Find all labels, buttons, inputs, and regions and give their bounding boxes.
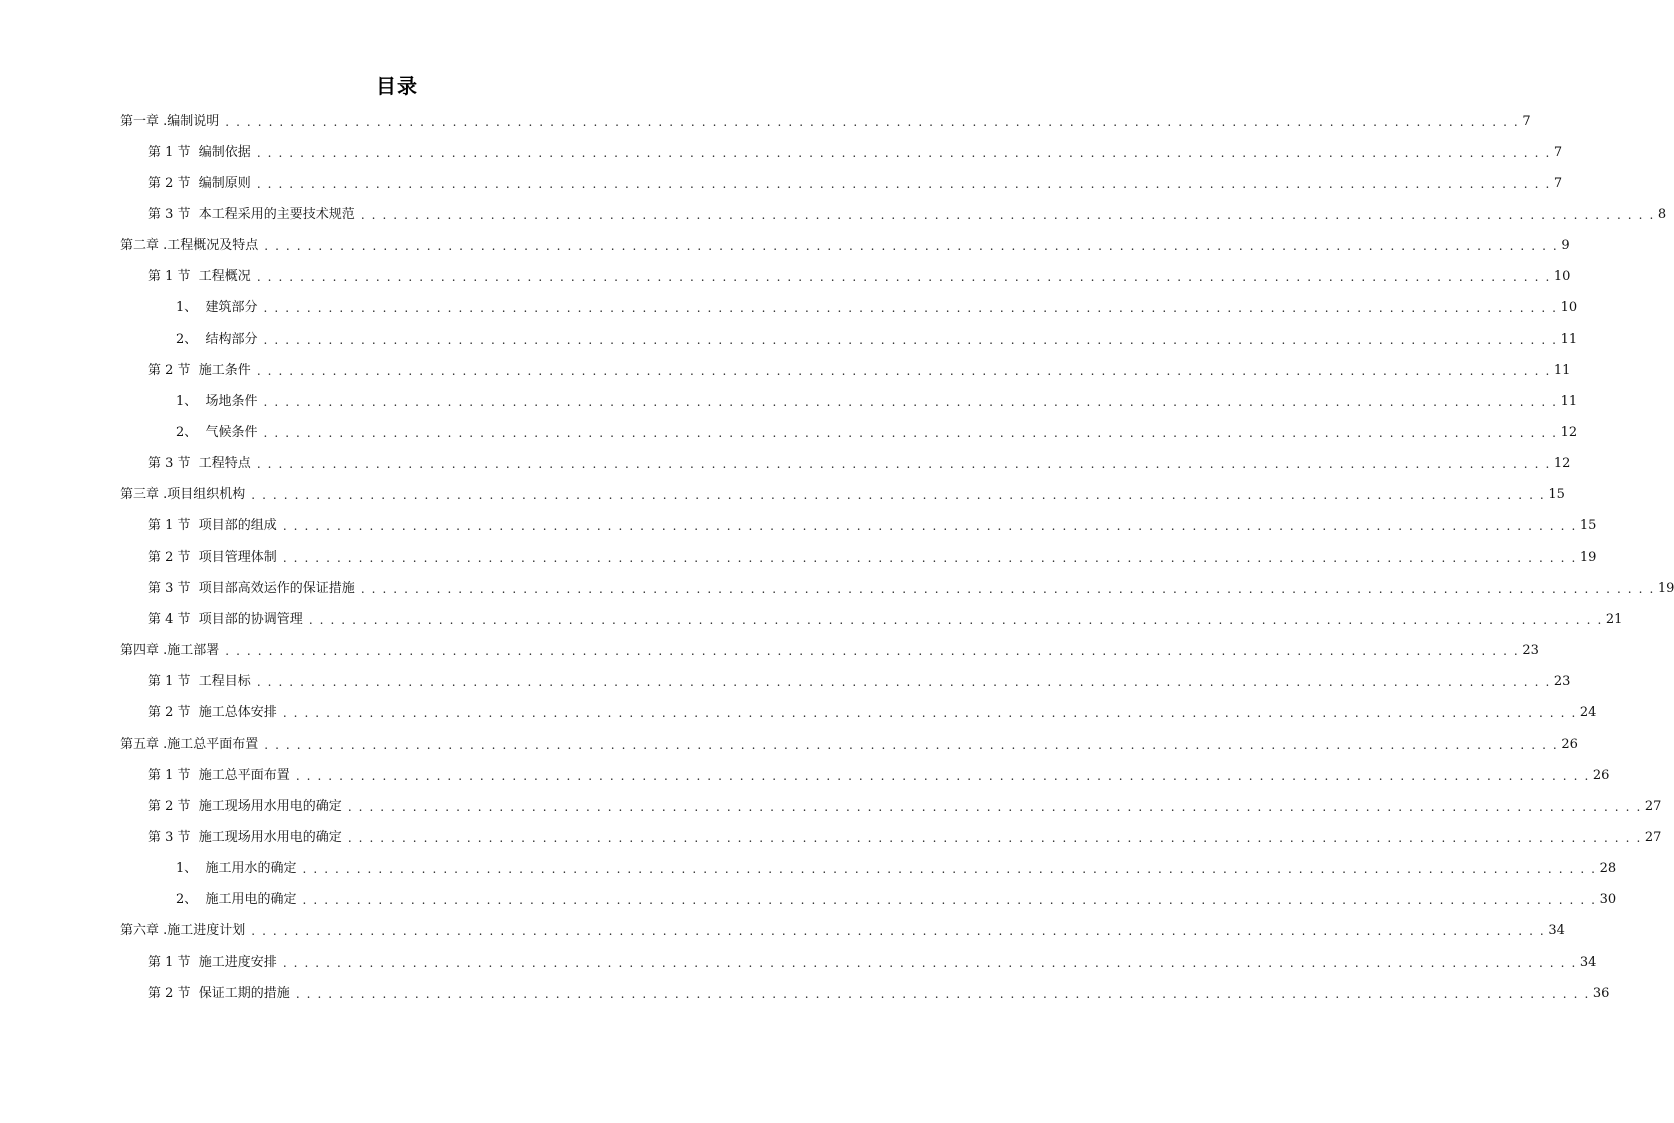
toc-entry-page: 27 (1644, 829, 1662, 845)
toc-entry-page: 36 (1592, 985, 1610, 1001)
toc-entry-label: 第 3 节 本工程采用的主要技术规范 (148, 206, 355, 222)
toc-entry-label: 第 2 节 施工现场用水用电的确定 (148, 798, 342, 814)
toc-entry-label: 第 3 节 施工现场用水用电的确定 (148, 829, 342, 845)
toc-entry-page: 15 (1579, 518, 1597, 534)
toc-dot-leader: . . . . . . . . . . . . . . . . . . . . . . . . . . . . . . . . . . . . . . . . . . . . . . . . . . . . . . . . . . . . . . . . . . . . . . . . . . . . . . . . . . . . . . . . . . . . . . . . . . . . . . . . . . . . . . . . . . . . . . . . (282, 519, 1577, 534)
toc-entry-label: 第 1 节 项目部的组成 (148, 518, 277, 534)
toc-entry-page: 12 (1553, 456, 1571, 472)
toc-entry-label: 第二章 .工程概况及特点 (120, 238, 259, 254)
toc-entry[interactable] (148, 667, 1571, 698)
toc-entry[interactable] (148, 604, 1623, 635)
toc-entry-page: 10 (1553, 269, 1571, 285)
toc-entry-page: 21 (1605, 611, 1623, 627)
toc-dot-leader: . . . . . . . . . . . . . . . . . . . . . . . . . . . . . . . . . . . . . . . . . . . . . . . . . . . . . . . . . . . . . . . . . . . . . . . . . . . . . . . . . . . . . . . . . . . . . . . . . . . . . . . . . . . . . . . . . . . . . . . . (256, 145, 1551, 160)
toc-dot-leader: . . . . . . . . . . . . . . . . . . . . . . . . . . . . . . . . . . . . . . . . . . . . . . . . . . . . . . . . . . . . . . . . . . . . . . . . . . . . . . . . . . . . . . . . . . . . . . . . . . . . . . . . . . . . . . . . . . . . . . . . (251, 488, 1546, 503)
toc-entry[interactable] (148, 760, 1610, 791)
toc-dot-leader: . . . . . . . . . . . . . . . . . . . . . . . . . . . . . . . . . . . . . . . . . . . . . . . . . . . . . . . . . . . . . . . . . . . . . . . . . . . . . . . . . . . . . . . . . . . . . . . . . . . . . . . . . . . . . . . . . . . . . . . . (282, 955, 1577, 970)
toc-dot-leader: . . . . . . . . . . . . . . . . . . . . . . . . . . . . . . . . . . . . . . . . . . . . . . . . . . . . . . . . . . . . . . . . . . . . . . . . . . . . . . . . . . . . . . . . . . . . . . . . . . . . . . . . . . . . . . . . . . . . . . . . (308, 612, 1603, 627)
toc-entry-label: 第 2 节 编制原则 (148, 175, 251, 191)
toc-entry[interactable] (148, 449, 1571, 480)
toc-entry[interactable] (148, 168, 1563, 199)
toc-entry[interactable] (148, 199, 1667, 230)
toc-entry[interactable] (120, 636, 1539, 667)
toc-dot-leader: . . . . . . . . . . . . . . . . . . . . . . . . . . . . . . . . . . . . . . . . . . . . . . . . . . . . . . . . . . . . . . . . . . . . . . . . . . . . . . . . . . . . . . . . . . . . . . . . . . . . . . . . . . . . . . . . . . . . . . . . (264, 239, 1559, 254)
toc-entry-page: 34 (1579, 954, 1597, 970)
toc-entry-label: 第 1 节 施工总平面布置 (148, 767, 290, 783)
toc-entry[interactable] (148, 573, 1674, 604)
toc-entry-page: 23 (1522, 643, 1539, 659)
toc-entry[interactable] (148, 511, 1597, 542)
toc-entry-page: 19 (1657, 580, 1674, 596)
toc-entry-page: 9 (1561, 238, 1570, 254)
toc-entry-label: 第四章 .施工部署 (120, 643, 220, 659)
toc-entry-label: 2、 施工用电的确定 (176, 892, 297, 908)
toc-entry-page: 11 (1560, 393, 1578, 409)
toc-entry[interactable] (176, 854, 1617, 885)
toc-entry[interactable] (120, 729, 1578, 760)
toc-dot-leader: . . . . . . . . . . . . . . . . . . . . . . . . . . . . . . . . . . . . . . . . . . . . . . . . . . . . . . . . . . . . . . . . . . . . . . . . . . . . . . . . . . . . . . . . . . . . . . . . . . . . . . . . . . . . . . . . . . . . . . . . (302, 893, 1597, 908)
toc-dot-leader: . . . . . . . . . . . . . . . . . . . . . . . . . . . . . . . . . . . . . . . . . . . . . . . . . . . . . . . . . . . . . . . . . . . . . . . . . . . . . . . . . . . . . . . . . . . . . . . . . . . . . . . . . . . . . . . . . . . . . . . . (256, 675, 1551, 690)
toc-entry[interactable] (176, 885, 1617, 916)
toc-entry-page: 7 (1553, 144, 1563, 160)
toc-entry-page: 27 (1644, 798, 1662, 814)
toc-dot-leader: . . . . . . . . . . . . . . . . . . . . . . . . . . . . . . . . . . . . . . . . . . . . . . . . . . . . . . . . . . . . . . . . . . . . . . . . . . . . . . . . . . . . . . . . . . . . . . . . . . . . . . . . . . . . . . . . . . . . . . . . (251, 924, 1546, 939)
toc-entry[interactable] (176, 293, 1578, 324)
toc-title: 目录 (376, 74, 418, 98)
toc-entry-label: 1、 施工用水的确定 (176, 861, 297, 877)
toc-dot-leader: . . . . . . . . . . . . . . . . . . . . . . . . . . . . . . . . . . . . . . . . . . . . . . . . . . . . . . . . . . . . . . . . . . . . . . . . . . . . . . . . . . . . . . . . . . . . . . . . . . . . . . . . . . . . . . . . . . . . . . . . (347, 799, 1642, 814)
toc-entry-label: 第 1 节 施工进度安排 (148, 954, 277, 970)
toc-entry-page: 19 (1579, 549, 1597, 565)
toc-dot-leader: . . . . . . . . . . . . . . . . . . . . . . . . . . . . . . . . . . . . . . . . . . . . . . . . . . . . . . . . . . . . . . . . . . . . . . . . . . . . . . . . . . . . . . . . . . . . . . . . . . . . . . . . . . . . . . . . . . . . . . . . (360, 581, 1655, 596)
toc-entry-label: 第 3 节 项目部高效运作的保证措施 (148, 580, 355, 596)
toc-entry[interactable] (148, 542, 1597, 573)
toc-dot-leader: . . . . . . . . . . . . . . . . . . . . . . . . . . . . . . . . . . . . . . . . . . . . . . . . . . . . . . . . . . . . . . . . . . . . . . . . . . . . . . . . . . . . . . . . . . . . . . . . . . . . . . . . . . . . . . . . . . . . . . . . (256, 270, 1551, 285)
toc-entry-page: 15 (1548, 487, 1565, 503)
toc-entry-page: 7 (1522, 113, 1531, 129)
toc-entry-label: 第 4 节 项目部的协调管理 (148, 611, 303, 627)
toc-entry-label: 第五章 .施工总平面布置 (120, 736, 259, 752)
toc-entry-page: 7 (1553, 175, 1563, 191)
toc-entry[interactable] (148, 355, 1571, 386)
toc-dot-leader: . . . . . . . . . . . . . . . . . . . . . . . . . . . . . . . . . . . . . . . . . . . . . . . . . . . . . . . . . . . . . . . . . . . . . . . . . . . . . . . . . . . . . . . . . . . . . . . . . . . . . . . . . . . . . . . . . . . . . . . . (263, 301, 1558, 316)
toc-entry-label: 2、 结构部分 (176, 331, 258, 347)
toc-entry-label: 第 2 节 施工总体安排 (148, 705, 277, 721)
toc-entry[interactable] (148, 978, 1610, 1009)
toc-entry-page: 24 (1579, 705, 1597, 721)
toc-entry-page: 30 (1599, 892, 1617, 908)
toc-entry-label: 第 2 节 项目管理体制 (148, 549, 277, 565)
toc-entry-label: 1、 场地条件 (176, 393, 258, 409)
toc-entry-page: 34 (1548, 923, 1565, 939)
toc-entry-label: 第 1 节 编制依据 (148, 144, 251, 160)
toc-entry[interactable] (176, 324, 1578, 355)
toc-entry-page: 11 (1560, 331, 1578, 347)
toc-entry[interactable] (120, 106, 1531, 137)
toc-dot-leader: . . . . . . . . . . . . . . . . . . . . . . . . . . . . . . . . . . . . . . . . . . . . . . . . . . . . . . . . . . . . . . . . . . . . . . . . . . . . . . . . . . . . . . . . . . . . . . . . . . . . . . . . . . . . . . . . . . . . . . . . (282, 550, 1577, 565)
toc-dot-leader: . . . . . . . . . . . . . . . . . . . . . . . . . . . . . . . . . . . . . . . . . . . . . . . . . . . . . . . . . . . . . . . . . . . . . . . . . . . . . . . . . . . . . . . . . . . . . . . . . . . . . . . . . . . . . . . . . . . . . . . . (263, 426, 1558, 440)
toc-dot-leader: . . . . . . . . . . . . . . . . . . . . . . . . . . . . . . . . . . . . . . . . . . . . . . . . . . . . . . . . . . . . . . . . . . . . . . . . . . . . . . . . . . . . . . . . . . . . . . . . . . . . . . . . . . . . . . . . . . . . . . . . (225, 644, 1520, 659)
toc-dot-leader: . . . . . . . . . . . . . . . . . . . . . . . . . . . . . . . . . . . . . . . . . . . . . . . . . . . . . . . . . . . . . . . . . . . . . . . . . . . . . . . . . . . . . . . . . . . . . . . . . . . . . . . . . . . . . . . . . . . . . . . . (256, 457, 1551, 472)
toc-entry[interactable] (148, 947, 1597, 978)
toc-entry-page: 26 (1592, 767, 1610, 783)
toc-entry-label: 第六章 .施工进度计划 (120, 923, 246, 939)
toc-entry-page: 10 (1560, 300, 1578, 316)
toc-dot-leader: . . . . . . . . . . . . . . . . . . . . . . . . . . . . . . . . . . . . . . . . . . . . . . . . . . . . . . . . . . . . . . . . . . . . . . . . . . . . . . . . . . . . . . . . . . . . . . . . . . . . . . . . . . . . . . . . . . . . . . . . (264, 737, 1559, 752)
toc-entry-label: 1、 建筑部分 (176, 300, 258, 316)
toc-entry-label: 第 1 节 工程目标 (148, 674, 251, 690)
toc-dot-leader: . . . . . . . . . . . . . . . . . . . . . . . . . . . . . . . . . . . . . . . . . . . . . . . . . . . . . . . . . . . . . . . . . . . . . . . . . . . . . . . . . . . . . . . . . . . . . . . . . . . . . . . . . . . . . . . . . . . . . . . . (302, 862, 1597, 877)
toc-dot-leader: . . . . . . . . . . . . . . . . . . . . . . . . . . . . . . . . . . . . . . . . . . . . . . . . . . . . . . . . . . . . . . . . . . . . . . . . . . . . . . . . . . . . . . . . . . . . . . . . . . . . . . . . . . . . . . . . . . . . . . . . (295, 986, 1590, 1001)
toc-entry[interactable] (148, 822, 1662, 853)
toc-dot-leader: . . . . . . . . . . . . . . . . . . . . . . . . . . . . . . . . . . . . . . . . . . . . . . . . . . . . . . . . . . . . . . . . . . . . . . . . . . . . . . . . . . . . . . . . . . . . . . . . . . . . . . . . . . . . . . . . . . . . . . . . (295, 768, 1590, 783)
toc-entry-label: 第一章 .编制说明 (120, 113, 220, 129)
toc-entry-label: 第 3 节 工程特点 (148, 456, 251, 472)
toc-dot-leader: . . . . . . . . . . . . . . . . . . . . . . . . . . . . . . . . . . . . . . . . . . . . . . . . . . . . . . . . . . . . . . . . . . . . . . . . . . . . . . . . . . . . . . . . . . . . . . . . . . . . . . . . . . . . . . . . . . . . . . . . (282, 706, 1577, 721)
toc-entry[interactable] (148, 791, 1662, 822)
toc-entry[interactable] (120, 916, 1565, 947)
toc-entry[interactable] (148, 137, 1563, 168)
toc-dot-leader: . . . . . . . . . . . . . . . . . . . . . . . . . . . . . . . . . . . . . . . . . . . . . . . . . . . . . . . . . . . . . . . . . . . . . . . . . . . . . . . . . . . . . . . . . . . . . . . . . . . . . . . . . . . . . . . . . . . . . . . . (347, 830, 1642, 845)
toc-entry-page: 11 (1553, 362, 1571, 378)
toc-entry-label: 第 2 节 施工条件 (148, 362, 251, 378)
toc-entry[interactable] (120, 480, 1565, 511)
toc-entry-page: 23 (1553, 674, 1571, 690)
toc-dot-leader: . . . . . . . . . . . . . . . . . . . . . . . . . . . . . . . . . . . . . . . . . . . . . . . . . . . . . . . . . . . . . . . . . . . . . . . . . . . . . . . . . . . . . . . . . . . . . . . . . . . . . . . . . . . . . . . . . . . . . . . . (360, 207, 1655, 222)
toc-dot-leader: . . . . . . . . . . . . . . . . . . . . . . . . . . . . . . . . . . . . . . . . . . . . . . . . . . . . . . . . . . . . . . . . . . . . . . . . . . . . . . . . . . . . . . . . . . . . . . . . . . . . . . . . . . . . . . . . . . . . . . . . (263, 332, 1558, 347)
toc-entry-label: 第三章 .项目组织机构 (120, 487, 246, 503)
toc-entry[interactable] (176, 418, 1578, 449)
toc-dot-leader: . . . . . . . . . . . . . . . . . . . . . . . . . . . . . . . . . . . . . . . . . . . . . . . . . . . . . . . . . . . . . . . . . . . . . . . . . . . . . . . . . . . . . . . . . . . . . . . . . . . . . . . . . . . . . . . . . . . . . . . . (225, 114, 1520, 129)
toc-entry-page: 8 (1657, 206, 1667, 222)
toc-entry-page: 26 (1561, 736, 1578, 752)
toc-dot-leader: . . . . . . . . . . . . . . . . . . . . . . . . . . . . . . . . . . . . . . . . . . . . . . . . . . . . . . . . . . . . . . . . . . . . . . . . . . . . . . . . . . . . . . . . . . . . . . . . . . . . . . . . . . . . . . . . . . . . . . . . (256, 363, 1551, 378)
toc-entry-page: 12 (1560, 425, 1578, 440)
toc-dot-leader: . . . . . . . . . . . . . . . . . . . . . . . . . . . . . . . . . . . . . . . . . . . . . . . . . . . . . . . . . . . . . . . . . . . . . . . . . . . . . . . . . . . . . . . . . . . . . . . . . . . . . . . . . . . . . . . . . . . . . . . . (256, 176, 1551, 191)
toc-entry[interactable] (148, 698, 1597, 729)
toc-entry[interactable] (120, 231, 1570, 262)
toc-entry-page: 28 (1599, 861, 1617, 877)
toc-dot-leader: . . . . . . . . . . . . . . . . . . . . . . . . . . . . . . . . . . . . . . . . . . . . . . . . . . . . . . . . . . . . . . . . . . . . . . . . . . . . . . . . . . . . . . . . . . . . . . . . . . . . . . . . . . . . . . . . . . . . . . . . (263, 394, 1558, 409)
toc-entry[interactable] (148, 262, 1571, 293)
toc-entry-label: 第 2 节 保证工期的措施 (148, 985, 290, 1001)
toc-entry-label: 2、 气候条件 (176, 425, 258, 440)
toc-entry[interactable] (176, 386, 1578, 417)
toc-entry-label: 第 1 节 工程概况 (148, 269, 251, 285)
